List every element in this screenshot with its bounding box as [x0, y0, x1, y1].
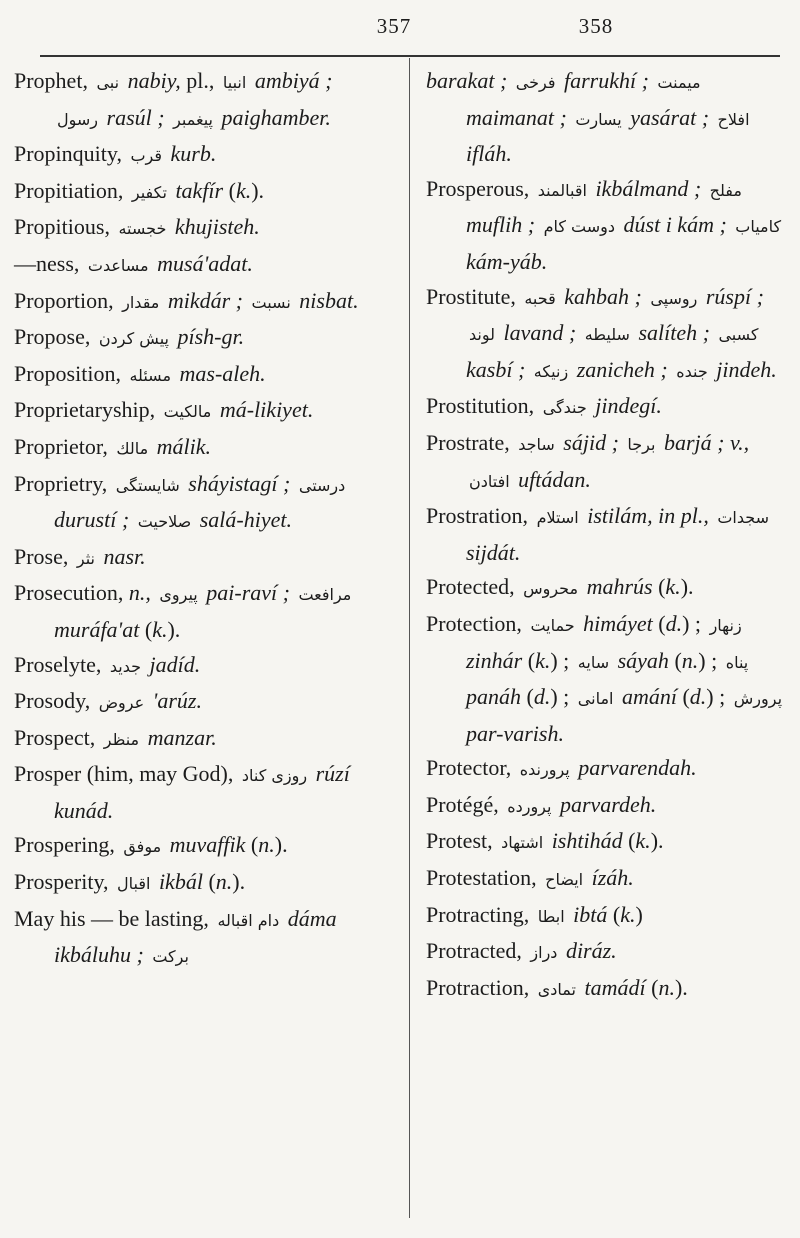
transliteration: khujisteh. [169, 214, 260, 240]
dictionary-entry [426, 389, 794, 426]
arabic-script: ميمنت [657, 73, 701, 92]
dictionary-entry [14, 467, 382, 540]
transliteration: farrukhí ; [558, 68, 655, 93]
transliteration: barjá ; v., [658, 429, 750, 455]
transliteration: k. [152, 616, 168, 642]
entry-text: Prospect, [14, 724, 101, 750]
transliteration: 'arúz. [147, 688, 202, 714]
transliteration: salíteh ; [632, 320, 716, 346]
entry-text: ( [208, 869, 216, 895]
transliteration: ishtihád [546, 828, 629, 854]
entry-text: Prosper (him, may God), [14, 761, 239, 787]
transliteration: k. [235, 177, 252, 203]
arabic-script: قرب [130, 146, 163, 166]
dictionary-entry [14, 540, 382, 577]
transliteration: ifláh. [466, 141, 512, 167]
transliteration: d. [689, 684, 707, 710]
entry-text: ( [144, 616, 153, 642]
transliteration: sáyah [612, 647, 675, 673]
dictionary-entry [14, 648, 382, 685]
arabic-script: پرورنده [519, 760, 570, 780]
arabic-script: جديد [109, 656, 142, 676]
arabic-script: خجسته [118, 219, 167, 239]
transliteration: k. [665, 574, 681, 600]
entry-text: Proposition, [14, 360, 127, 386]
entry-text: ). [232, 869, 246, 895]
arabic-script: استلام [536, 508, 579, 528]
entry-text: ) ; [698, 647, 723, 673]
dictionary-entry [14, 684, 382, 721]
dictionary-entry [426, 751, 794, 788]
entry-text: Proprietaryship, [14, 397, 161, 423]
dictionary-entry [426, 971, 794, 1008]
left-column [14, 64, 382, 975]
dictionary-entry [426, 934, 794, 971]
transliteration: málik. [151, 433, 212, 459]
entry-text: ( [612, 901, 621, 927]
entry-text: ) ; [550, 684, 575, 710]
dictionary-entry [14, 174, 382, 211]
arabic-script: شايستگى [115, 475, 180, 495]
dictionary-entry [14, 757, 382, 828]
entry-text: Protestation, [426, 865, 543, 891]
entry-text: ( [228, 177, 236, 203]
entry-text: ( [674, 647, 682, 673]
entry-text: Protracted, [426, 938, 528, 964]
arabic-script: مفلح [709, 180, 742, 200]
transliteration: zinhár [466, 647, 528, 673]
transliteration: jadíd. [144, 651, 201, 677]
arabic-script: مسئله [129, 365, 172, 385]
arabic-script: نبى [96, 73, 120, 92]
entry-text: Propinquity, [14, 141, 128, 167]
transliteration: parvardeh. [554, 791, 657, 817]
arabic-script: انبيا [222, 73, 247, 92]
entry-text: ) ; [682, 610, 707, 636]
arabic-script: ايضاح [545, 870, 584, 890]
entry-text: ( [526, 684, 534, 710]
dictionary-entry [14, 64, 382, 137]
transliteration: panáh [466, 684, 527, 710]
transliteration: istilám, in pl., [581, 503, 715, 529]
transliteration: nabiy, [122, 68, 187, 93]
entry-text: ) ; [550, 647, 575, 673]
arabic-script: روزى كناد [241, 766, 308, 786]
transliteration: parvarendah. [572, 755, 697, 781]
arabic-script: مالكيت [163, 402, 212, 422]
arabic-script: درستى [298, 475, 346, 495]
arabic-script: قحبه [524, 288, 556, 308]
arabic-script: جندگى [542, 398, 587, 418]
arabic-script: روسپى [650, 288, 698, 308]
arabic-script: دراز [530, 943, 558, 963]
arabic-script: سجدات [717, 508, 769, 528]
arabic-script: پناه [725, 652, 749, 672]
arabic-script: منظر [103, 729, 140, 749]
transliteration: musá'adat. [151, 250, 253, 276]
dictionary-entry [426, 898, 794, 935]
transliteration: takfír [169, 177, 229, 203]
entry-text: ( [651, 974, 659, 1000]
transliteration: kahbah ; [558, 283, 648, 309]
arabic-script: موفق [123, 837, 162, 857]
entry-text: ) ; [706, 684, 731, 710]
entry-text: Prosperous, [426, 175, 535, 201]
dictionary-entry [426, 172, 794, 280]
transliteration: jindegí. [589, 393, 662, 419]
arabic-script: حمايت [530, 615, 575, 635]
arabic-script: پيروى [159, 585, 198, 605]
transliteration: kasbí ; [466, 356, 531, 382]
dictionary-entry [14, 865, 382, 902]
dictionary-entry [14, 210, 382, 247]
transliteration: n., [128, 580, 157, 606]
arabic-script: افلاح [717, 109, 750, 129]
transliteration: n. [681, 647, 699, 673]
arabic-script: مالك [116, 438, 149, 458]
arabic-script: تمادى [537, 979, 576, 999]
transliteration: diráz. [560, 938, 617, 964]
arabic-script: عروض [98, 693, 145, 713]
arabic-script: صلاحيت [137, 512, 192, 532]
dictionary-entry [426, 426, 794, 499]
arabic-script: پرورش [733, 689, 783, 709]
right-column [426, 64, 794, 1007]
arabic-script: پرورده [507, 796, 552, 816]
transliteration: sháyistagí ; [182, 470, 296, 496]
arabic-script: مساعدت [87, 255, 149, 275]
transliteration: mikdár ; [162, 287, 249, 313]
entry-text: Protraction, [426, 974, 535, 1000]
arabic-script: كامياب [735, 217, 782, 237]
entry-text: ( [250, 832, 259, 858]
dictionary-entry [14, 247, 382, 284]
entry-text: ( [527, 647, 536, 673]
dictionary-entry [14, 721, 382, 758]
entry-text: Proprietor, [14, 433, 114, 459]
entry-text: Prostitution, [426, 393, 540, 419]
dictionary-entry [14, 393, 382, 430]
entry-text: Protected, [426, 574, 521, 600]
transliteration: mas-aleh. [174, 360, 266, 386]
entry-text: ( [682, 684, 690, 710]
entry-text: Protector, [426, 755, 517, 781]
entry-text: —ness, [14, 250, 85, 276]
transliteration: k. [535, 647, 551, 673]
transliteration: mahrús [581, 574, 659, 600]
transliteration: nasr. [98, 543, 146, 569]
arabic-script: مرافعت [298, 585, 352, 605]
arabic-script: تكفير [131, 182, 167, 202]
transliteration: paighamber. [216, 104, 331, 130]
transliteration: n. [658, 974, 675, 1000]
entry-text: Proselyte, [14, 651, 107, 677]
arabic-script: پيش كردن [98, 329, 169, 349]
dictionary-entry [426, 499, 794, 570]
transliteration: amání [616, 684, 683, 710]
transliteration: n. [258, 832, 275, 858]
dictionary-entry [14, 430, 382, 467]
transliteration: muráfa'at [54, 616, 145, 642]
arabic-script: دوست كام [543, 217, 616, 237]
dictionary-entry [14, 357, 382, 394]
transliteration: sijdát. [466, 539, 521, 565]
entry-text: Propitious, [14, 214, 116, 240]
entry-text: ( [658, 610, 666, 636]
transliteration: salá-hiyet. [194, 507, 293, 533]
transliteration: lavand ; [498, 320, 582, 346]
transliteration: ikbál [153, 869, 209, 895]
transliteration: ambiyá ; [249, 68, 333, 93]
transliteration: rúspí ; [700, 283, 764, 309]
entry-text: Protection, [426, 610, 528, 636]
dictionary-entry [14, 320, 382, 357]
arabic-script: ساجد [518, 434, 555, 454]
transliteration: kurb. [165, 141, 217, 167]
arabic-script: نثر [76, 548, 95, 568]
transliteration: d. [665, 610, 683, 636]
arabic-script: پيغمبر [173, 109, 213, 129]
transliteration: k. [620, 901, 636, 927]
arabic-script: مقدار [122, 292, 160, 312]
arabic-script: رسول [57, 109, 99, 129]
arabic-script: امانى [577, 689, 614, 709]
transliteration: má-likiyet. [214, 397, 314, 423]
entry-text: ( [628, 828, 636, 854]
transliteration: yasárat ; [624, 104, 715, 130]
arabic-script: سايه [577, 652, 610, 672]
entry-text: Propose, [14, 324, 96, 350]
dictionary-entry [426, 280, 794, 390]
dictionary-entry [426, 788, 794, 825]
transliteration: dáma ikbáluhu ; [54, 905, 337, 968]
arabic-script: سليطه [584, 325, 630, 345]
entry-text: Proportion, [14, 287, 120, 313]
transliteration: muflih ; [466, 212, 541, 238]
entry-text: Protégé, [426, 791, 505, 817]
entry-text: Protracting, [426, 901, 535, 927]
transliteration: dúst i kám ; [618, 212, 733, 238]
arabic-script: افتادن [469, 471, 510, 491]
page-number-right: 358 [578, 14, 614, 38]
dictionary-entry [14, 137, 382, 174]
transliteration: ibtá [567, 901, 613, 927]
transliteration: barakat ; [426, 68, 513, 93]
entry-text: ( [658, 574, 666, 600]
transliteration: d. [533, 684, 551, 710]
header-rule [40, 55, 780, 57]
entry-text: Prosody, [14, 688, 96, 714]
entry-text: Protest, [426, 828, 499, 854]
entry-text: pl., [186, 68, 220, 93]
arabic-script: فرخى [515, 73, 556, 92]
arabic-script: جنده [676, 361, 708, 381]
entry-text: ). [680, 574, 694, 600]
arabic-script: دام اقباله [217, 910, 280, 930]
transliteration: n. [215, 869, 233, 895]
transliteration: maimanat ; [466, 104, 573, 130]
entry-text: Prospering, [14, 832, 121, 858]
transliteration: zanicheh ; [571, 356, 674, 382]
transliteration: sájid ; [557, 429, 625, 455]
entry-text: ). [167, 616, 181, 642]
transliteration: nisbat. [293, 287, 359, 313]
transliteration: jindeh. [710, 356, 777, 382]
arabic-script: بركت [152, 947, 189, 967]
transliteration: ízáh. [586, 865, 634, 891]
arabic-script: نسبت [251, 292, 291, 312]
dictionary-entry [426, 607, 794, 751]
transliteration: písh-gr. [171, 324, 245, 350]
entry-text: Prose, [14, 543, 74, 569]
arabic-script: برجا [627, 434, 656, 454]
transliteration: rasúl ; [101, 104, 171, 130]
transliteration: muvaffik [164, 832, 251, 858]
transliteration: kám-yáb. [466, 248, 548, 274]
dictionary-entry [426, 570, 794, 607]
dictionary-entry [14, 902, 382, 975]
dictionary-entry [426, 861, 794, 898]
entry-text: Proprietry, [14, 470, 113, 496]
entry-text: Propitiation, [14, 177, 129, 203]
arabic-script: محروس [523, 579, 579, 599]
arabic-script: زنيكه [533, 361, 569, 381]
transliteration: himáyet [577, 610, 659, 636]
transliteration: ikbálmand ; [589, 175, 707, 201]
arabic-script: ابطا [537, 906, 565, 926]
entry-text: May his — be lasting, [14, 905, 215, 931]
entry-text: Prostrate, [426, 429, 516, 455]
arabic-script: اقبالمند [537, 180, 587, 200]
transliteration: tamádí [579, 974, 652, 1000]
arabic-script: لوند [469, 325, 495, 345]
arabic-script: اشتهاد [501, 833, 544, 853]
entry-text: ) [635, 901, 643, 927]
page-number-left: 357 [376, 14, 412, 38]
transliteration: pai-raví ; [200, 580, 296, 606]
entry-text: Prosperity, [14, 869, 115, 895]
arabic-script: اقبال [117, 874, 151, 894]
transliteration: k. [635, 828, 651, 854]
arabic-script: يسارت [575, 109, 622, 129]
arabic-script: زنهار [709, 615, 742, 635]
column-divider [409, 58, 410, 1218]
entry-text: ). [674, 974, 688, 1000]
transliteration: rúzí kunád. [54, 761, 350, 823]
entry-text: ). [650, 828, 664, 854]
entry-text: ). [274, 832, 288, 858]
dictionary-entry [14, 284, 382, 321]
entry-text: Prostitute, [426, 283, 522, 309]
dictionary-entry [14, 828, 382, 865]
transliteration: durustí ; [54, 507, 135, 533]
transliteration: par-varish. [466, 720, 564, 746]
entry-text: ). [251, 177, 265, 203]
dictionary-entry [14, 576, 382, 647]
dictionary-entry [426, 824, 794, 861]
entry-text: Prophet, [14, 68, 94, 93]
entry-text: Prosecution, [14, 580, 129, 606]
arabic-script: كسبى [718, 325, 759, 345]
transliteration: manzar. [142, 724, 217, 750]
transliteration: uftádan. [512, 466, 591, 492]
entry-text: Prostration, [426, 503, 534, 529]
dictionary-entry [426, 64, 794, 172]
